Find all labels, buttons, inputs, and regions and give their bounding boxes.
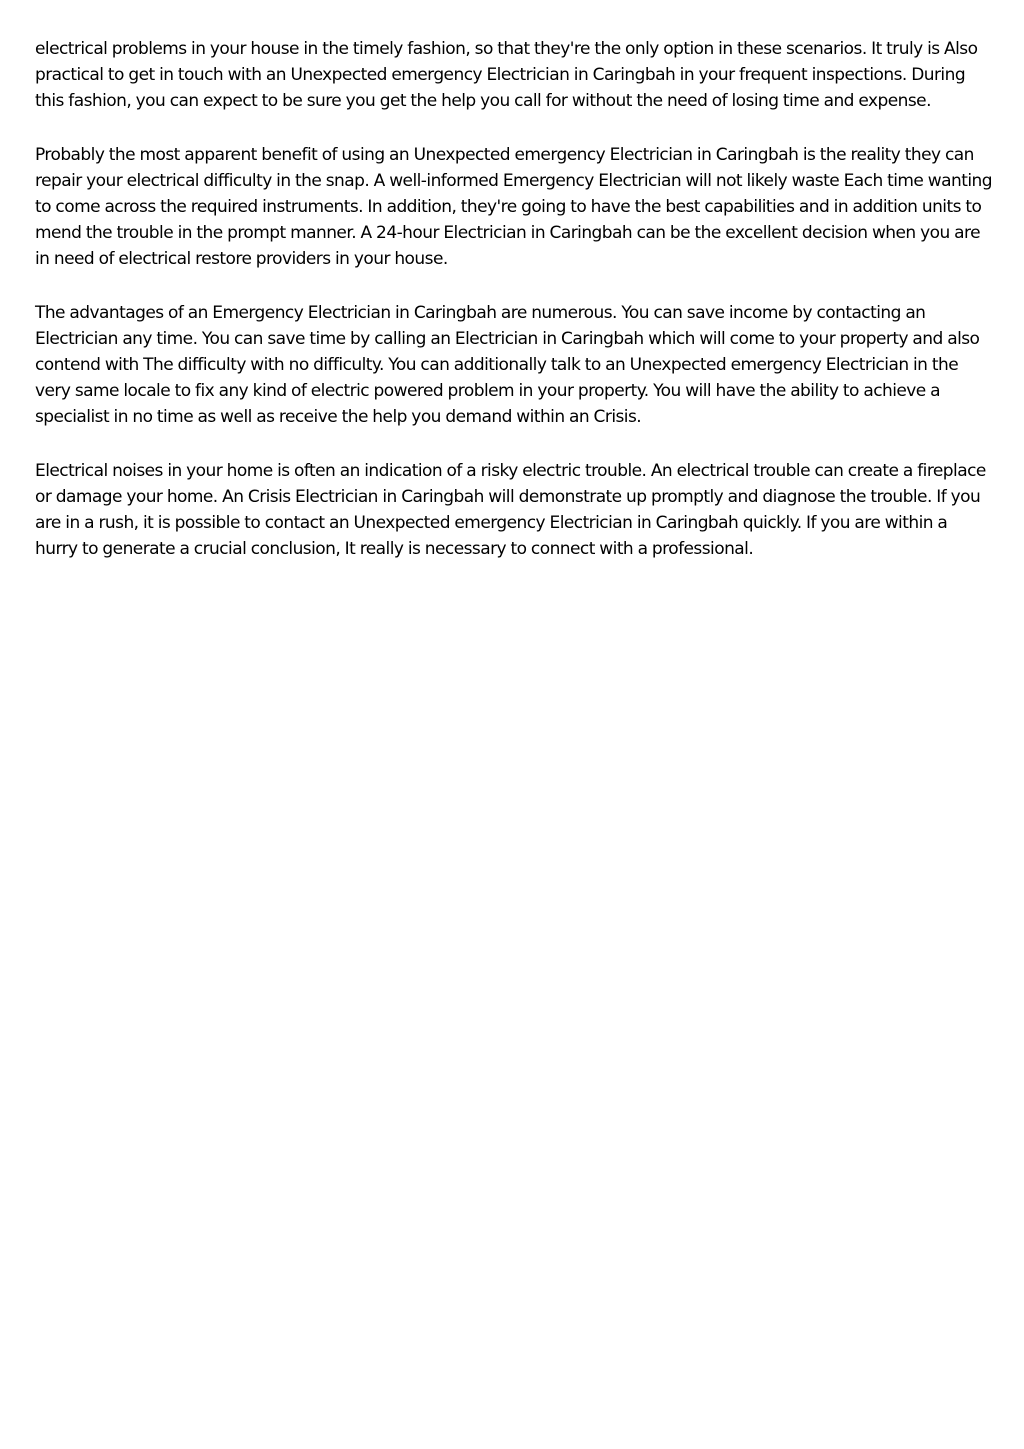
paragraph-1: electrical problems in your house in the timely fashion, so that they're the only option in these scenarios. It truly is Also practical to get in touch with an Unexpected emergency Electrician in Caringbah in your frequent inspections. During this fashion, you can expect to be sure you get the help you call for without the need of losing time and expense. <box>35 39 978 111</box>
paragraph-3: The advantages of an Emergency Electrician in Caringbah are numerous. You can save income by contacting an Electrician any time. You can save time by calling an Electrician in Caringbah which will come to your property and also contend with The difficulty with no difficulty. You can additionally talk to an Unexpected emergency Electrician in the very same locale to fix any kind of electric powered problem in your property. You will have the ability to achieve a specialist in no time as well as receive the help you demand within an Crisis. <box>35 303 980 427</box>
paragraph-2: Probably the most apparent benefit of using an Unexpected emergency Electrician in Caringbah is the reality they can repair your electrical difficulty in the snap. A well-informed Emergency Electrician will not likely waste Each time wanting to come across the required instruments. In addition, they're going to have the best capabilities and in addition units to mend the trouble in the prompt manner. A 24-hour Electrician in Caringbah can be the excellent decision when you are in need of electrical restore providers in your house. <box>35 145 992 269</box>
document-page <box>35 36 993 590</box>
paragraph-4: Electrical noises in your home is often an indication of a risky electric trouble. An electrical trouble can create a fireplace or damage your home. An Crisis Electrician in Caringbah will demonstrate up promptly and diagnose the trouble. If you are in a rush, it is possible to contact an Unexpected emergency Electrician in Caringbah quickly. If you are within a hurry to generate a crucial conclusion, It really is necessary to connect with a professional. <box>35 461 986 559</box>
